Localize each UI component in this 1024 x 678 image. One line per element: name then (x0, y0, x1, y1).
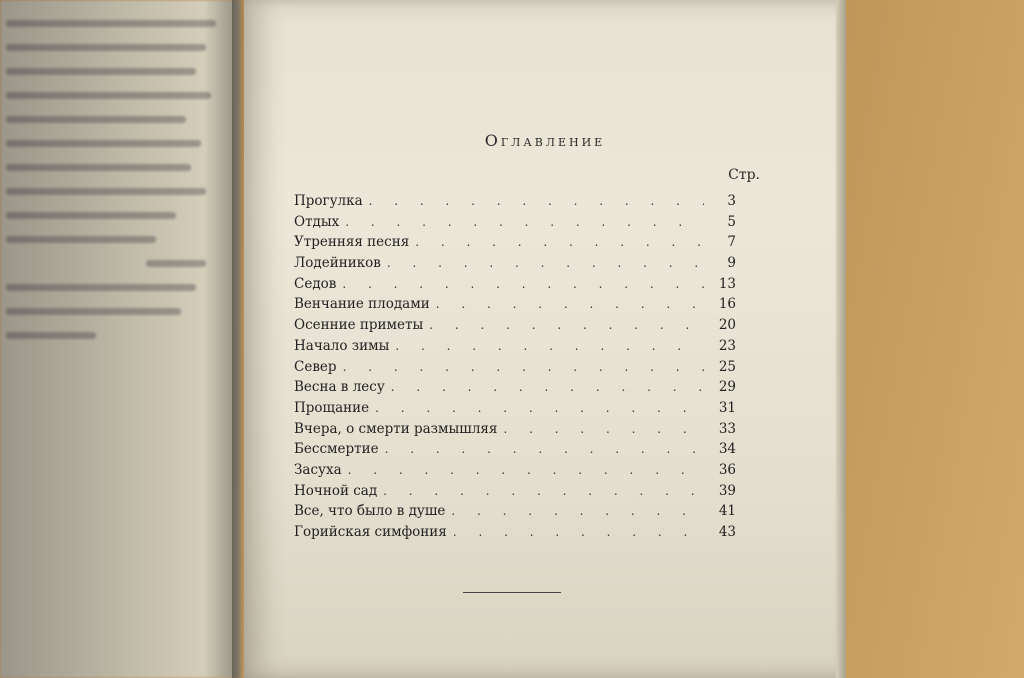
toc-entry-title: Засуха (294, 461, 342, 478)
toc-entry-title: Прогулка (294, 193, 363, 209)
toc-entry-title: Горийская симфония (294, 524, 447, 540)
dot-leader (395, 339, 704, 353)
toc-entry (294, 255, 736, 276)
toc-entry-title: Начало зимы (294, 337, 390, 354)
page-edge (836, 0, 846, 678)
dot-leader (451, 504, 704, 518)
dot-leader (429, 318, 704, 332)
toc-entry (294, 524, 736, 545)
dot-leader (369, 194, 704, 208)
blurred-text-block (6, 20, 226, 356)
dot-leader (387, 256, 704, 270)
toc-entry-page: 9 (727, 255, 736, 272)
toc-entry-page: 13 (718, 275, 736, 292)
toc-entry (294, 359, 736, 380)
toc-entry-page: 43 (718, 524, 736, 540)
toc-entry-title: Венчание плодами (294, 296, 430, 313)
book-gutter (232, 0, 254, 678)
toc-entry-title: Лодейников (294, 255, 381, 272)
dot-leader (453, 525, 704, 539)
dot-leader (415, 235, 704, 249)
toc-entry-page: 31 (718, 399, 736, 416)
left-book-page-blurred (0, 0, 240, 678)
dot-leader (391, 380, 704, 394)
dot-leader (375, 401, 704, 415)
toc-entry (294, 193, 736, 214)
toc-entry-title: Седов (294, 275, 337, 292)
toc-entry-page: 5 (727, 213, 736, 230)
toc-entry-title: Осенние приметы (294, 317, 424, 334)
dot-leader (348, 463, 704, 477)
toc-entry-page: 3 (727, 193, 736, 209)
toc-entry-title: Отдых (294, 213, 340, 230)
page-column-label: Стр. (728, 167, 760, 183)
toc-entry-page: 20 (718, 317, 736, 334)
toc-entry (294, 503, 736, 524)
toc-entry (294, 276, 736, 297)
toc-entry (294, 317, 736, 338)
toc-entry-title: Ночной сад (294, 482, 378, 499)
dot-leader (385, 442, 704, 456)
toc-entry-page: 33 (718, 420, 736, 437)
dot-leader (342, 277, 704, 291)
end-rule-divider (463, 592, 561, 593)
toc-entry (294, 379, 736, 400)
toc-entry-page: 29 (718, 379, 736, 396)
toc-entry (294, 234, 736, 255)
toc-entry-title: Вчера, о смерти размышляя (294, 420, 498, 437)
toc-entry-title: Прощание (294, 399, 370, 416)
toc-entry-page: 25 (718, 358, 736, 375)
toc-entry-title: Бессмертие (294, 441, 379, 458)
dot-leader (383, 484, 704, 498)
toc-entry-page: 7 (727, 234, 736, 251)
toc-entry (294, 296, 736, 317)
toc-entry (294, 441, 736, 462)
toc-entry-title: Утренняя песня (294, 234, 410, 251)
toc-entry (294, 400, 736, 421)
toc-entry (294, 214, 736, 235)
toc-entry (294, 483, 736, 504)
dot-leader (345, 215, 704, 229)
dot-leader (436, 297, 704, 311)
toc-title: Оглавление (484, 131, 606, 150)
toc-entry-title: Весна в лесу (294, 379, 385, 396)
toc-list (294, 193, 736, 545)
toc-entry-page: 41 (718, 503, 736, 520)
toc-entry-page: 16 (718, 296, 736, 313)
toc-entry-page: 36 (718, 461, 736, 478)
toc-entry-title: Все, что было в душе (294, 503, 446, 520)
dot-leader (503, 422, 704, 436)
toc-entry (294, 421, 736, 442)
dot-leader (343, 360, 704, 374)
toc-entry-title: Север (294, 358, 337, 375)
toc-entry-page: 34 (718, 441, 736, 458)
toc-entry (294, 462, 736, 483)
toc-entry (294, 338, 736, 359)
toc-entry-page: 39 (718, 482, 736, 499)
toc-entry-page: 23 (718, 337, 736, 354)
